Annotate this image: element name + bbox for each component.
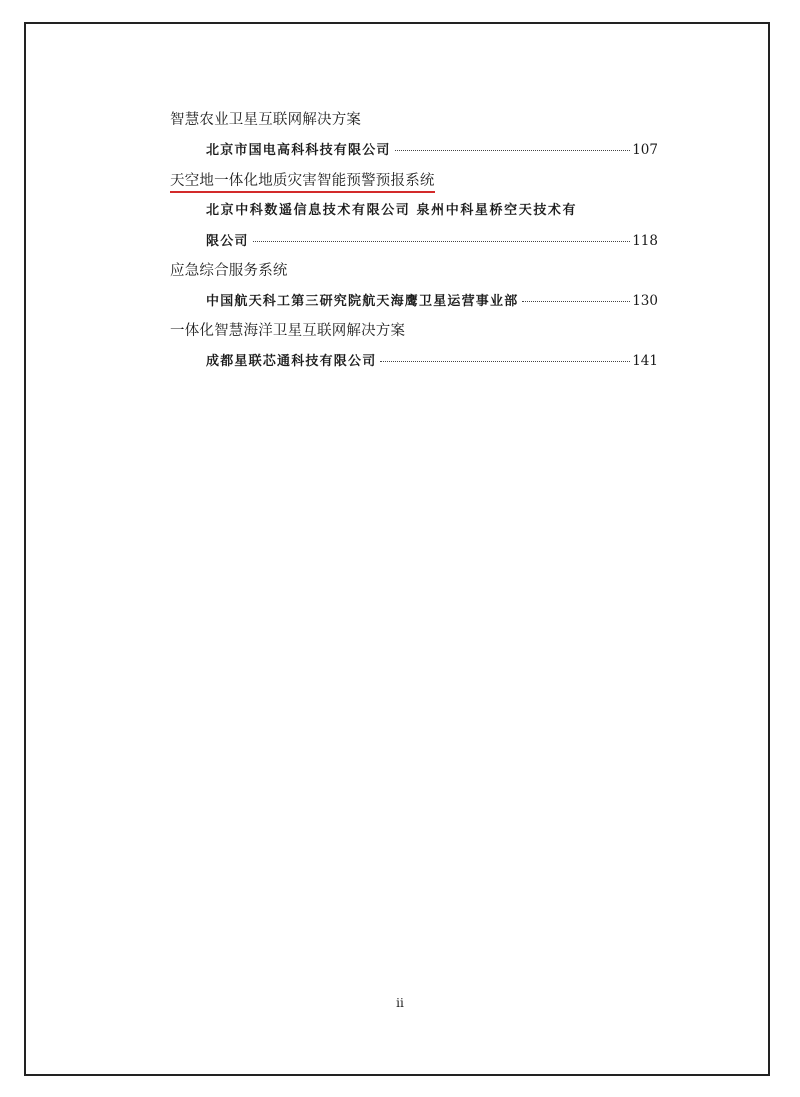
toc-org-label: 中国航天科工第三研究院航天海鹰卫星运营事业部 [206, 294, 519, 309]
toc-entry-org[interactable] [170, 140, 658, 170]
toc-entry-org[interactable] [170, 351, 658, 381]
toc-leader-dots [380, 361, 630, 362]
toc-page-number: 107 [632, 142, 658, 158]
toc-entry-org-line1[interactable]: 北京中科数遥信息技术有限公司 泉州中科星桥空天技术有 [206, 203, 578, 218]
toc-entry-title[interactable]: 一体化智慧海洋卫星互联网解决方案 [170, 323, 406, 339]
toc-entry-title-highlighted[interactable]: 天空地一体化地质灾害智能预警预报系统 [170, 171, 435, 201]
toc-entry-title[interactable]: 应急综合服务系统 [170, 263, 288, 279]
toc-entry-org[interactable] [170, 291, 658, 321]
toc-leader-dots [395, 150, 631, 151]
toc-org-label: 北京市国电高科科技有限公司 [206, 143, 391, 158]
toc-entry-org[interactable] [170, 231, 658, 261]
toc-org-label: 成都星联芯通科技有限公司 [206, 354, 377, 369]
footer-page-number: ii [396, 996, 404, 1010]
table-of-contents [170, 110, 658, 381]
toc-leader-dots [253, 241, 631, 242]
toc-page-number: 130 [632, 293, 658, 309]
toc-entry-title[interactable]: 智慧农业卫星互联网解决方案 [170, 112, 362, 128]
toc-page-number: 141 [632, 353, 658, 369]
toc-leader-dots [522, 301, 630, 302]
toc-page-number: 118 [632, 233, 658, 249]
toc-org-label: 限公司 [206, 234, 249, 249]
